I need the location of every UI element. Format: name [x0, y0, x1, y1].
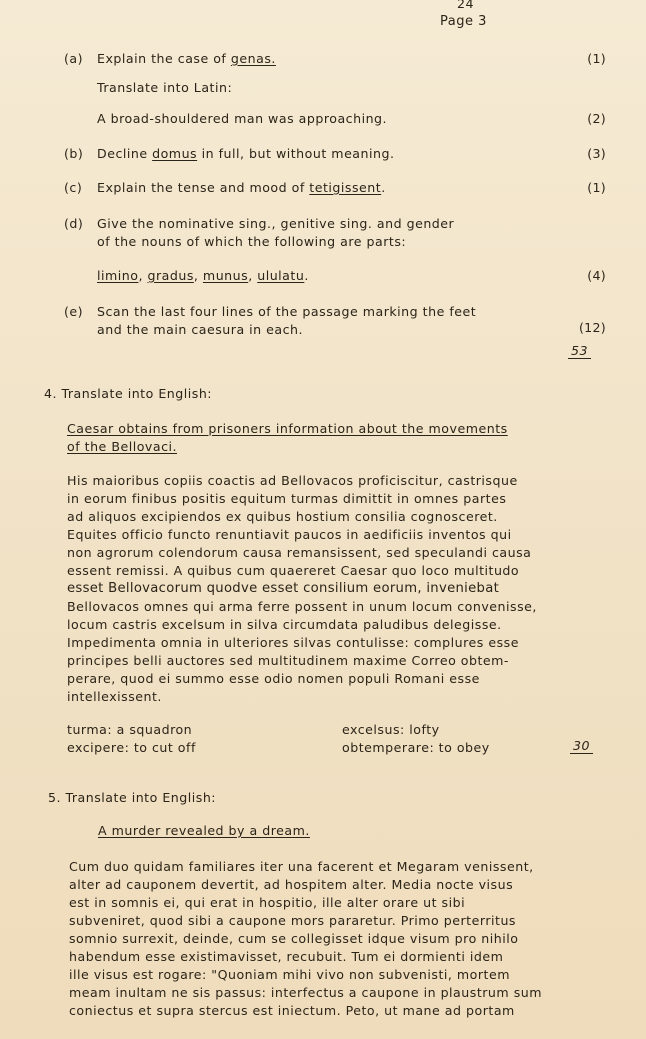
- noun-word: ululatu: [257, 268, 305, 283]
- part-c-text-end: .: [381, 180, 386, 195]
- translate-latin-instruction: Translate into Latin:: [97, 80, 233, 95]
- passage-4-title-line1: Caesar obtains from prisoners information about the movements: [67, 421, 508, 436]
- passage-5-line: coniectus et supra stercus est iniectum. Peto, ut mane ad portam: [69, 1003, 515, 1018]
- passage-4-line: principes belli auctores sed multitudinem maxime Correo obtem-: [67, 653, 509, 668]
- vocab-left-1: turma: a squadron: [67, 722, 193, 737]
- passage-4-line: in eorum finibus positis equitum turmas dimittit in omnes partes: [67, 491, 507, 506]
- part-a-question: [97, 51, 276, 66]
- part-e-line2: and the main caesura in each.: [97, 322, 304, 337]
- passage-4-line: non agrorum colendorum causa remansissent, sed speculandi causa: [67, 545, 532, 560]
- passage-4-line: locum castris excelsum in silva circumdata paludibus delegisse.: [67, 617, 502, 632]
- passage-5-line: Cum duo quidam familiares iter una facerent et Megaram venissent,: [69, 859, 534, 874]
- page-number: 24: [457, 0, 475, 11]
- question-5-heading: 5. Translate into English:: [48, 790, 217, 805]
- noun-word: munus: [202, 268, 249, 283]
- passage-4-line: Bellovacos omnes qui arma ferre possent in unum locum convenisse,: [67, 599, 537, 614]
- passage-5-line: alter ad cauponem devertit, ad hospitem alter. Media nocte visus: [69, 877, 514, 892]
- part-c-word: tetigissent: [309, 180, 382, 195]
- part-c-question: [97, 180, 386, 195]
- passage-5-line: habendum esse existimavisset, recubuit. Tum ei dormienti idem: [69, 949, 504, 964]
- passage-5-line: subveniret, quod sibi a caupone mors pararetur. Primo perterritus: [69, 913, 516, 928]
- passage-4-line: His maioribus copiis coactis ad Bellovacos proficiscitur, castrisque: [67, 473, 518, 488]
- part-e-line1: Scan the last four lines of the passage marking the feet: [97, 304, 477, 319]
- part-b-word: domus: [152, 146, 198, 161]
- part-a-word: genas.: [230, 51, 276, 66]
- question-4-total: 30: [570, 738, 593, 754]
- part-b-text-end: in full, but without meaning.: [197, 146, 395, 161]
- vocab-right-2: obtemperare: to obey: [342, 740, 490, 755]
- part-d-words: limino, gradus, munus, ululatu.: [97, 268, 309, 283]
- passage-4-line: ad aliquos excipiendos ex quibus hostium consilia cognosceret.: [67, 509, 498, 524]
- part-b-label: (b): [64, 146, 84, 161]
- passage-4-line: esset Bellovacorum quodve esset consilium eorum, inveniebat: [67, 581, 500, 596]
- part-c-text: Explain the tense and mood of: [97, 180, 310, 195]
- noun-word: limino: [97, 268, 139, 283]
- part-b-mark: (3): [587, 146, 606, 161]
- passage-5-title: A murder revealed by a dream.: [98, 823, 310, 838]
- part-a-mark: (1): [587, 51, 606, 66]
- passage-5-line: somnio surrexit, deinde, cum se collegisset idque visum pro nihilo: [69, 931, 519, 946]
- noun-word: gradus: [147, 268, 194, 283]
- vocab-left-2: excipere: to cut off: [67, 740, 196, 755]
- part-c-mark: (1): [587, 180, 606, 195]
- part-d-mark: (4): [587, 268, 606, 283]
- passage-5-line: est in somnis ei, qui erat in hospitio, ille alter orare ut sibi: [69, 895, 466, 910]
- latin-sentence: A broad-shouldered man was approaching.: [97, 111, 388, 126]
- part-d-label: (d): [64, 216, 84, 231]
- latin-sentence-mark: (2): [587, 111, 606, 126]
- part-a-label: (a): [64, 51, 84, 66]
- passage-4-line: perare, quod ei summo esse odio nomen populi Romani esse: [67, 671, 480, 686]
- passage-5-line: ille visus est rogare: "Quoniam mihi vivo non subvenisti, mortem: [69, 967, 510, 982]
- passage-4-title-line2: of the Bellovaci.: [67, 439, 178, 454]
- passage-4-line: Equites officio functo renuntiavit paucos in aedificiis inventos qui: [67, 527, 512, 542]
- part-e-mark: (12): [578, 320, 606, 335]
- passage-4-line: essent remissi. A quibus cum quaereret Caesar quo loco multitudo: [67, 563, 520, 578]
- passage-4-line: Impedimenta omnia in ulteriores silvas contulisse: complures esse: [67, 635, 519, 650]
- vocab-right-1: excelsus: lofty: [342, 722, 440, 737]
- part-b-question: [97, 146, 395, 161]
- part-b-text: Decline: [97, 146, 153, 161]
- question-3-total: 53: [568, 343, 591, 359]
- question-4-heading: 4. Translate into English:: [44, 386, 213, 401]
- part-a-text: Explain the case of: [97, 51, 231, 66]
- passage-5-line: meam inultam ne sis passus: interfectus a caupone in plaustrum sum: [69, 985, 543, 1000]
- part-e-label: (e): [64, 304, 84, 319]
- page-label: Page 3: [440, 14, 487, 29]
- passage-4-line: intellexissent.: [67, 689, 162, 704]
- part-d-line1: Give the nominative sing., genitive sing. and gender: [97, 216, 455, 231]
- part-d-line2: of the nouns of which the following are parts:: [97, 234, 407, 249]
- part-c-label: (c): [64, 180, 83, 195]
